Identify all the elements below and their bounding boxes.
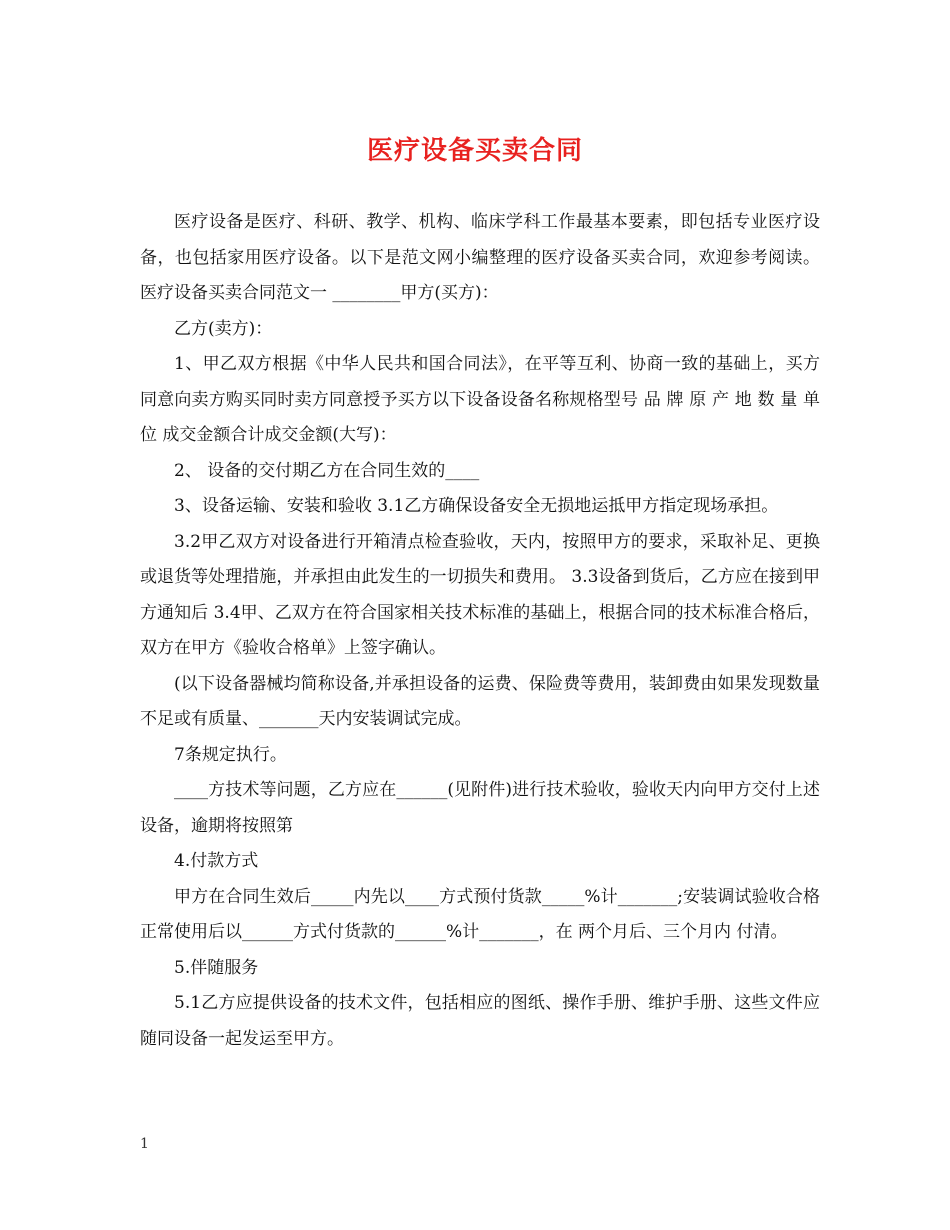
paragraph-equipment-note: (以下设备器械均简称设备,并承担设备的运费、保险费等费用，装卸费由如果发现数量不足或有质量、_______天内安装调试完成。 <box>140 673 820 729</box>
paragraph-clause-7: 7条规定执行。 <box>174 744 287 765</box>
paragraph-clause-2: 2、 设备的交付期乙方在合同生效的____ <box>174 460 480 481</box>
paragraph-payment-heading: 4.付款方式 <box>174 851 259 871</box>
document-title: 医疗设备买卖合同 <box>366 136 583 166</box>
paragraph-payment-terms: 甲方在合同生效后_____内先以____方式预付货款_____%计_______;安装调试验收合格正常使用后以______方式付货款的______%计_______，在 两个月后、三个月内 付清。 <box>140 886 820 942</box>
paragraph-seller: 乙方(卖方)： <box>174 318 273 339</box>
paragraph-service-5-1: 5.1乙方应提供设备的技术文件，包括相应的图纸、操作手册、维护手册、这些文件应随同设备一起发运至甲方。 <box>140 993 820 1049</box>
paragraph-clause-3-2: 3.2甲乙双方对设备进行开箱清点检查验收，天内，按照甲方的要求，采取补足、更换或退货等处理措施，并承担由此发生的一切损失和费用。 3.3设备到货后，乙方应在接到甲方通知后 3.4甲、乙双方在符合国家相关技术标准的基础上，根据合同的技术标准合格后，双方在甲方《验收合格单》上签字确认。 <box>140 531 820 658</box>
paragraph-intro: 医疗设备是医疗、科研、教学、机构、临床学科工作最基本要素，即包括专业医疗设备，也包括家用医疗设备。以下是范文网小编整理的医疗设备买卖合同，欢迎参考阅读。 医疗设备买卖合同范文一 ________甲方(买方)： <box>140 212 826 303</box>
page-number: 1 <box>140 1136 149 1152</box>
document-body <box>140 205 826 1057</box>
paragraph-service-heading: 5.伴随服务 <box>174 957 259 978</box>
paragraph-clause-1: 1、甲乙双方根据《中华人民共和国合同法》，在平等互利、协商一致的基础上，买方同意向卖方购买同时卖方同意授予买方以下设备设备名称规格型号 品 牌 原 产 地 数 量 单 位 成交金额合计成交金额(大写)： <box>140 354 826 445</box>
paragraph-clause-3: 3、设备运输、安装和验收 3.1乙方确保设备安全无损地运抵甲方指定现场承担。 <box>174 496 779 516</box>
paragraph-technical-acceptance: ____方技术等问题，乙方应在______(见附件)进行技术验收，验收天内向甲方交付上述设备，逾期将按照第 <box>140 780 820 836</box>
